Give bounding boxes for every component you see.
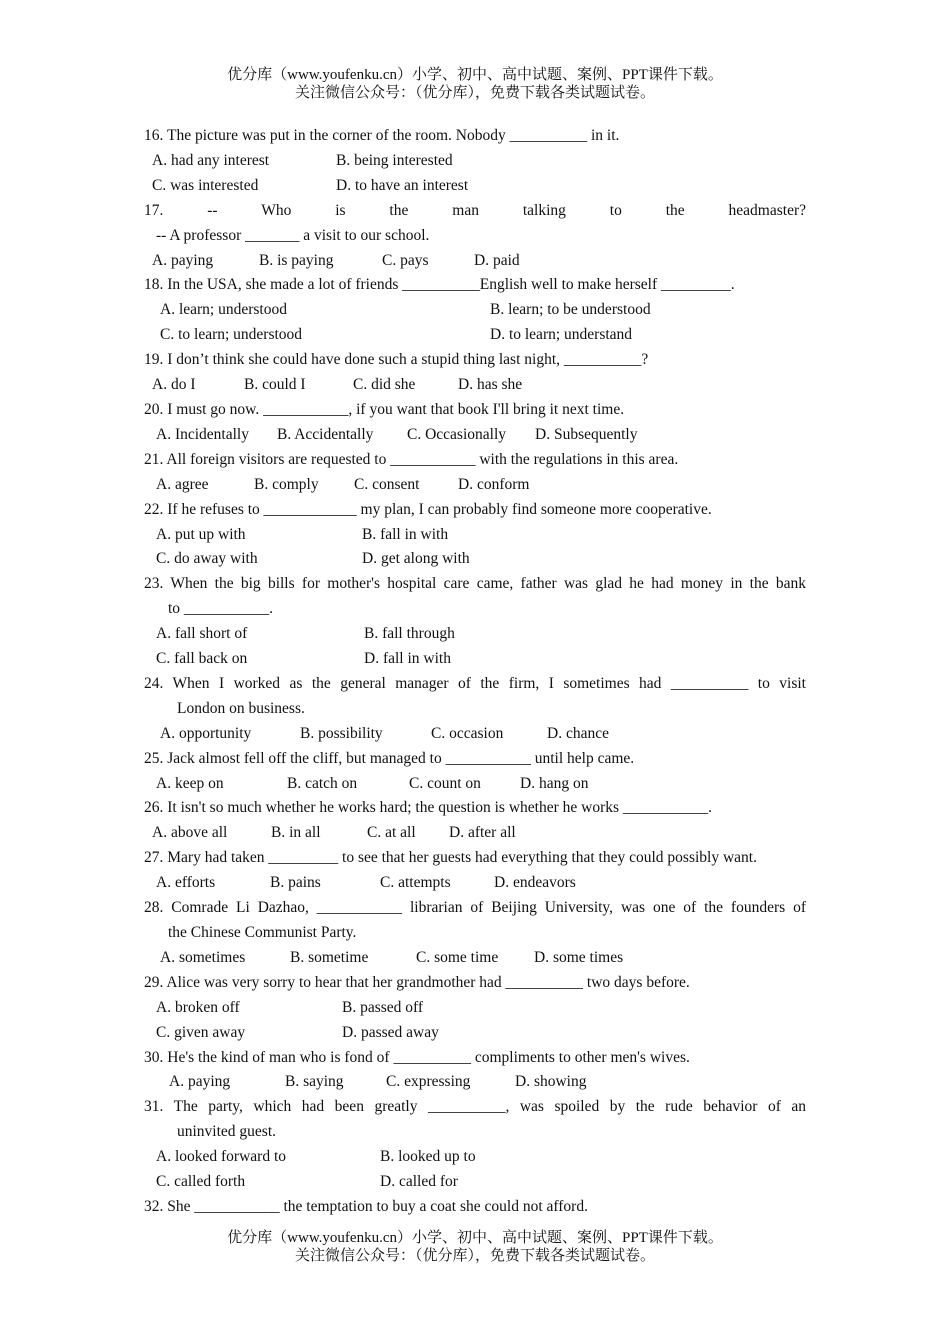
stem-line: 16. The picture was put in the corner of the room. Nobody __________ in it. <box>144 127 620 144</box>
options-row <box>144 174 806 199</box>
stem-line: 20. I must go now. ___________, if you want that book I'll bring it next time. <box>144 400 625 418</box>
option-a: A. keep on <box>156 774 224 792</box>
option-c: C. count on <box>409 774 481 792</box>
options-row <box>144 722 806 747</box>
stem-continuation: uninvited guest. <box>177 1123 277 1141</box>
options-row <box>144 1170 806 1195</box>
option-d: D. passed away <box>342 1023 439 1041</box>
option-d: D. endeavors <box>494 874 576 892</box>
question-24 <box>144 672 806 747</box>
stem-line: 29. Alice was very sorry to hear that her grandmother had __________ two days before. <box>144 973 690 991</box>
stem-line: 30. He's the kind of man who is fond of __________ compliments to other men's wives. <box>144 1048 690 1066</box>
question-stem <box>144 498 806 523</box>
header-line-1: 优分库（www.youfenku.cn）小学、初中、高中试题、案例、PPT课件下载。 <box>227 67 723 83</box>
question-18 <box>144 273 806 348</box>
stem-continuation: the Chinese Communist Party. <box>168 924 357 941</box>
options-row <box>144 622 806 647</box>
question-26 <box>144 796 806 846</box>
stem-continuation: London on business. <box>177 699 305 717</box>
header-line-2: 关注微信公众号：（优分库），免费下载各类试题试卷。 <box>294 85 655 101</box>
option-c: C. Occasionally <box>407 425 507 443</box>
option-b: B. saying <box>285 1073 344 1091</box>
option-b: B. could I <box>244 376 306 394</box>
option-d: D. to learn; understand <box>490 326 633 344</box>
page-footer <box>0 1229 950 1265</box>
option-b: B. fall through <box>364 625 455 643</box>
stem-line: 26. It isn't so much whether he works hard; the question is whether he works ___________. <box>144 799 713 817</box>
option-a: A. learn; understood <box>160 301 287 319</box>
question-25 <box>144 747 806 797</box>
option-a: A. had any interest <box>152 151 270 169</box>
option-c: C. given away <box>156 1023 246 1041</box>
question-stem <box>144 846 806 871</box>
option-c: C. occasion <box>431 724 504 742</box>
option-d: D. some times <box>534 948 624 966</box>
question-stem <box>144 348 806 373</box>
stem-line: 22. If he refuses to ____________ my plan, I can probably find someone more cooperative. <box>144 500 712 518</box>
stem-line: 23. When the big bills for mother's hospital care came, father was glad he had money in the bank <box>144 575 806 593</box>
options-row <box>144 323 806 348</box>
option-a: A. agree <box>156 475 209 493</box>
option-c: C. fall back on <box>156 650 248 668</box>
options-row <box>144 996 806 1021</box>
option-b: B. looked up to <box>380 1148 476 1166</box>
option-a: A. sometimes <box>160 948 246 966</box>
question-22 <box>144 498 806 573</box>
stem-line: 17. -- Who is the man talking to the headmaster? <box>144 201 806 219</box>
options-row <box>144 871 806 896</box>
option-b: B. in all <box>271 824 321 842</box>
options-row <box>144 1145 806 1170</box>
options-row <box>144 298 806 323</box>
footer-line-2: 关注微信公众号：（优分库），免费下载各类试题试卷。 <box>294 1248 655 1264</box>
option-d: D. get along with <box>362 550 470 568</box>
option-a: A. fall short of <box>156 625 248 643</box>
option-d: D. paid <box>474 251 520 269</box>
option-b: B. sometime <box>290 948 369 966</box>
options-row <box>144 423 806 448</box>
option-c: C. at all <box>367 824 416 842</box>
option-a: A. opportunity <box>160 724 252 742</box>
option-b: B. possibility <box>300 724 383 742</box>
option-d: D. showing <box>515 1073 587 1091</box>
options-row <box>144 647 806 672</box>
option-c: C. do away with <box>156 550 258 568</box>
question-stem <box>144 448 806 473</box>
option-d: D. after all <box>449 824 516 842</box>
option-a: A. efforts <box>156 874 216 892</box>
option-b: B. fall in with <box>362 525 449 543</box>
question-stem <box>144 672 806 722</box>
stem-continuation: -- A professor _______ a visit to our school. <box>156 226 430 244</box>
option-c: C. was interested <box>152 176 259 194</box>
options-row <box>144 1021 806 1046</box>
question-19 <box>144 348 806 398</box>
options-row <box>144 249 806 274</box>
option-d: D. Subsequently <box>535 425 638 443</box>
option-d: D. conform <box>458 475 530 493</box>
option-b: B. being interested <box>336 151 453 169</box>
option-c: C. to learn; understood <box>160 326 303 344</box>
option-a: A. Incidentally <box>156 425 249 443</box>
question-23 <box>144 572 806 672</box>
stem-line: 24. When I worked as the general manager of the firm, I sometimes had __________ to visit <box>144 674 806 692</box>
option-b: B. learn; to be understood <box>490 301 651 319</box>
option-b: B. Accidentally <box>277 425 374 443</box>
stem-line: 25. Jack almost fell off the cliff, but managed to ___________ until help came. <box>144 749 635 767</box>
option-a: A. paying <box>169 1073 231 1091</box>
option-a: A. looked forward to <box>156 1148 286 1166</box>
options-row <box>144 821 806 846</box>
options-row <box>144 946 806 971</box>
options-row <box>144 547 806 572</box>
question-stem <box>144 1095 806 1145</box>
option-d: D. chance <box>547 724 609 742</box>
options-row <box>144 149 806 174</box>
options-row <box>144 1070 806 1095</box>
stem-line: 19. I don’t think she could have done such a stupid thing last night, __________? <box>144 351 649 369</box>
question-stem <box>144 1046 806 1071</box>
question-21 <box>144 448 806 498</box>
stem-continuation: to ___________. <box>168 600 274 618</box>
question-27 <box>144 846 806 896</box>
stem-line: 31. The party, which had been greatly __________, was spoiled by the rude behavior of an <box>144 1098 806 1116</box>
options-row <box>144 473 806 498</box>
question-28 <box>144 896 806 971</box>
stem-line: 32. She ___________ the temptation to buy a coat she could not afford. <box>144 1197 588 1215</box>
stem-line: 21. All foreign visitors are requested to ___________ with the regulations in this area. <box>144 450 679 468</box>
option-a: A. broken off <box>156 998 240 1016</box>
option-c: C. pays <box>382 251 429 269</box>
option-a: A. put up with <box>156 525 246 543</box>
footer-line-1: 优分库（www.youfenku.cn）小学、初中、高中试题、案例、PPT课件下载。 <box>227 1230 723 1246</box>
question-31 <box>144 1095 806 1195</box>
option-b: B. pains <box>270 874 321 892</box>
option-d: D. has she <box>458 376 523 394</box>
option-d: D. called for <box>380 1173 458 1191</box>
option-d: D. hang on <box>520 774 589 792</box>
option-a: A. do I <box>152 376 196 394</box>
page-header <box>0 66 950 102</box>
question-stem <box>144 796 806 821</box>
option-c: C. called forth <box>156 1173 246 1191</box>
question-stem <box>144 199 806 249</box>
question-stem <box>144 747 806 772</box>
question-32 <box>144 1195 806 1220</box>
question-stem <box>144 273 806 298</box>
question-stem <box>144 398 806 423</box>
options-row <box>144 523 806 548</box>
question-stem <box>144 971 806 996</box>
option-c: C. some time <box>416 948 499 966</box>
stem-line: 27. Mary had taken _________ to see that her guests had everything that they could possibly want. <box>144 849 757 867</box>
option-b: B. comply <box>254 475 319 493</box>
question-list <box>144 124 806 1220</box>
stem-line: 28. Comrade Li Dazhao, ___________ librarian of Beijing University, was one of the founders of <box>144 899 806 917</box>
question-stem <box>144 1195 806 1220</box>
option-b: B. passed off <box>342 998 424 1016</box>
question-20 <box>144 398 806 448</box>
option-c: C. expressing <box>386 1073 471 1091</box>
option-a: A. paying <box>152 251 214 269</box>
option-d: D. to have an interest <box>336 176 469 194</box>
stem-line: 18. In the USA, she made a lot of friends __________English well to make herself _________. <box>144 276 735 294</box>
options-row <box>144 772 806 797</box>
question-stem <box>144 896 806 946</box>
question-17 <box>144 199 806 274</box>
question-stem <box>144 572 806 622</box>
question-29 <box>144 971 806 1046</box>
question-16 <box>144 124 806 199</box>
option-b: B. catch on <box>287 774 358 792</box>
option-c: C. did she <box>353 376 416 394</box>
question-stem <box>144 124 806 149</box>
option-c: C. consent <box>354 475 420 493</box>
option-c: C. attempts <box>380 874 451 892</box>
option-d: D. fall in with <box>364 650 451 668</box>
option-b: B. is paying <box>259 251 334 269</box>
options-row <box>144 373 806 398</box>
question-30 <box>144 1046 806 1096</box>
option-a: A. above all <box>152 824 228 842</box>
